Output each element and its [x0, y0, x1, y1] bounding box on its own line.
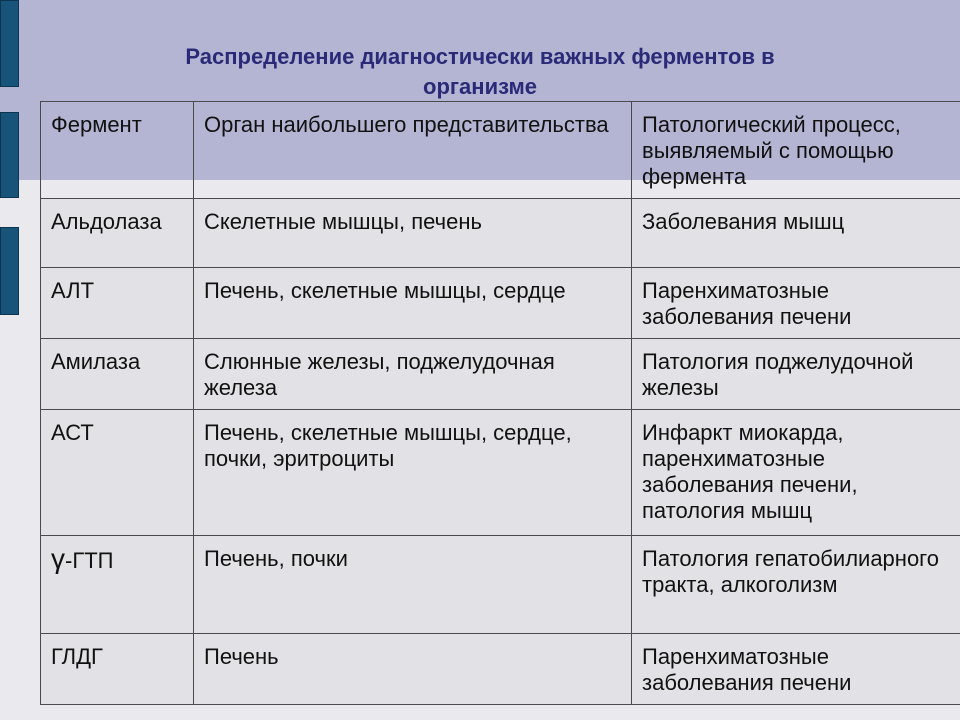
process-cell: Инфаркт миокарда, паренхиматозные заболевания печени, патология мышц: [632, 410, 960, 536]
header-cell: Патологический процесс, выявляемый с помощью фермента: [632, 102, 960, 199]
organ-cell: Слюнные железы, поджелудочная железа: [194, 339, 632, 410]
enzyme-cell: ГЛДГ: [41, 634, 194, 705]
enzyme-cell: [41, 536, 194, 634]
table-header-row: [41, 102, 960, 199]
header-cell: Орган наибольшего представительства: [194, 102, 632, 199]
enzyme-cell: Амилаза: [41, 339, 194, 410]
organ-cell: Печень, почки: [194, 536, 632, 634]
organ-cell: Печень, скелетные мышцы, сердце: [194, 268, 632, 339]
process-cell: Патология поджелудочной железы: [632, 339, 960, 410]
organ-cell: Печень, скелетные мышцы, сердце, почки, эритроциты: [194, 410, 632, 536]
slide-title-line: организме: [423, 74, 537, 99]
process-cell: Паренхиматозные заболевания печени: [632, 634, 960, 705]
table-row: [41, 339, 960, 410]
enzyme-cell: АСТ: [41, 410, 194, 536]
enzyme-cell: АЛТ: [41, 268, 194, 339]
side-decoration-bar: [0, 112, 19, 198]
side-decoration-bar: [0, 0, 19, 87]
table-row: [41, 634, 960, 705]
side-decoration-bar: [0, 227, 19, 315]
gamma-symbol: γ: [51, 543, 65, 574]
table-row: [41, 199, 960, 268]
enzyme-cell: Альдолаза: [41, 199, 194, 268]
process-cell: Паренхиматозные заболевания печени: [632, 268, 960, 339]
process-cell: Заболевания мышц: [632, 199, 960, 268]
enzyme-table: [40, 101, 960, 705]
enzyme-name: -ГТП: [65, 548, 114, 573]
table-row: [41, 410, 960, 536]
table-row: [41, 536, 960, 634]
organ-cell: Печень: [194, 634, 632, 705]
process-cell: Патология гепатобилиарного тракта, алкоголизм: [632, 536, 960, 634]
organ-cell: Скелетные мышцы, печень: [194, 199, 632, 268]
header-cell: Фермент: [41, 102, 194, 199]
slide-title-line: Распределение диагностически важных ферментов в: [185, 44, 775, 69]
slide-title: [40, 42, 920, 102]
table-row: [41, 268, 960, 339]
enzyme-table-container: [40, 101, 960, 705]
